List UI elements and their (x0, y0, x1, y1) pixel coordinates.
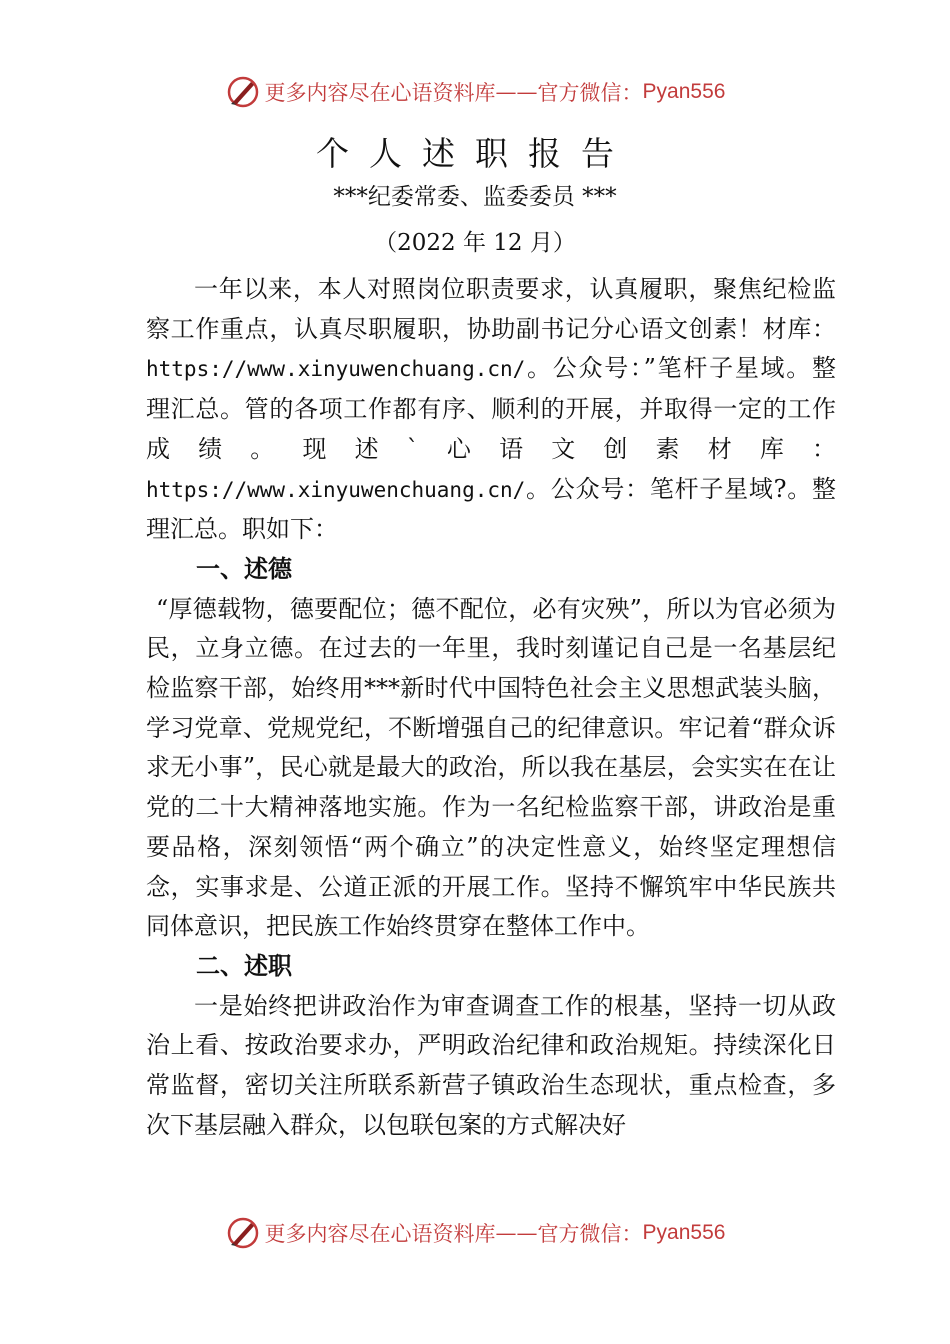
watermark-text: 更多内容尽在心语资料库 (264, 81, 496, 105)
watermark-top (0, 72, 950, 112)
watermark-separator: —— (495, 1221, 538, 1245)
page-subtitle: ***纪委常委、监委委员 *** (333, 184, 617, 210)
watermark-wechat-id: Pyan556 (642, 1221, 726, 1244)
pen-logo-icon (225, 1215, 261, 1251)
section-paragraph-1: “厚德载物，德要配位；德不配位，必有灾殃”，所以为官必须为民，立身立德。在过去的一年里，我时刻谨记自己是一名基层纪检监察干部，始终用***新时代中国特色社会主义思想武装头脑，学习党章、党规党纪，不断增强自己的纪律意识。牢记着“群众诉求无小事”，民心就是最大的政治，所以我在基层，会实实在在让党的二十大精神落地实施。作为一名纪检监察干部，讲政治是重要品格，深刻领悟“两个确立”的决定性意义，始终坚定理想信念，实事求是、公道正派的开展工作。坚持不懈筑牢中华民族共同体意识，把民族工作始终贯穿在整体工作中。 (146, 594, 836, 941)
section-heading-1: 一、述德 (196, 554, 292, 583)
pen-logo-icon (225, 74, 261, 110)
intro-text-1: 一年以来，本人对照岗位职责要求，认真履职，聚焦纪检监察工作重点，认真尽职履职，协助副书记分心语文创素！材库： (146, 275, 836, 343)
watermark-bottom (0, 1213, 950, 1253)
intro-paragraph (146, 270, 836, 550)
intro-url-2: https://www.xinyuwenchuang.cn/ (146, 477, 526, 502)
intro-url-1: https://www.xinyuwenchuang.cn/ (146, 357, 526, 382)
watermark-wechat-label: 官方微信： (537, 1222, 643, 1246)
watermark-separator: —— (495, 80, 538, 104)
watermark-text: 更多内容尽在心语资料库 (264, 1222, 496, 1246)
document-body (146, 270, 836, 1145)
page-title: 个人述职报告 (316, 134, 634, 173)
report-date: （2022 年 12 月） (374, 230, 576, 256)
section-paragraph-2: 一是始终把讲政治作为审查调查工作的根基，坚持一切从政治上看、按政治要求办，严明政治纪律和政治规矩。持续深化日常监督，密切关注所联系新营子镇政治生态现状，重点检查，多次下基层融入群众，以包联包案的方式解决好 (146, 991, 836, 1139)
watermark-wechat-label: 官方微信： (537, 81, 643, 105)
section-heading-2: 二、述职 (196, 951, 292, 980)
intro-text-3: 。公众号：笔杆子星域?。整理汇总。职如下： (146, 474, 836, 544)
intro-text-2: 。公众号：”笔杆子星域。整理汇总。管的各项工作都有序、顺利的开展，并取得一定的工作成绩。现述`心语文创素材库： (146, 354, 836, 463)
watermark-wechat-id: Pyan556 (642, 80, 726, 103)
